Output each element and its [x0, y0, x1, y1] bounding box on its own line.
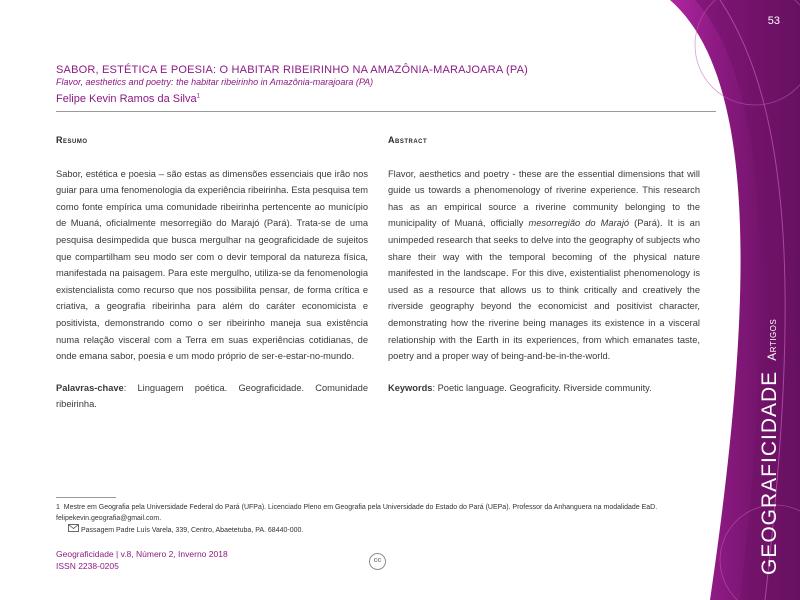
header-divider	[56, 111, 716, 112]
resumo-body: Sabor, estética e poesia – são estas as dimensões essenciais que irão nos guiar para uma fenomenologia da experiência ribeirinha. Esta pesquisa tem como fonte empírica uma comunidade ribeirinha pertencente ao município de Muaná, oficialmente mesorregião do Marajó (Pará). Trata-se de uma pesquisa desimpedida que busca mergulhar na geograficidade de sujeitos que compartilham seu modo ser com o devir temporal da natureza física, manifestada na paisagem. Para este mergulho, utiliza-se da fenomenologia existencialista como recurso que nos possibilita pensar, de forma crítica e criativa, a geografia ribeirinha para além do caráter economicista e positivista, demonstrando como o ser ribeirinho maneja sua existência numa relação visceral com a Terra em suas experiências cotidianas, de onde emana sabor, poesia e um modo próprio de ser-e-estar-no-mundo.	[56, 168, 368, 362]
abstract-body-italic: mesorregião do Marajó	[528, 218, 630, 229]
journal-name-vertical: GEOGRAFICIDADE	[758, 370, 781, 575]
abstract-keywords-text: : Poetic language. Geograficity. Riverside community.	[432, 382, 652, 393]
resumo-keywords-text: : Linguagem poética. Geograficidade. Comunidade ribeirinha.	[56, 382, 368, 410]
abstract-body-part1: Flavor, aesthetics and poetry - these are the essential dimensions that will guide us towards a phenomenology of riverine experience. This research has as an empirical source a riverine community belonging to the municipality of Muaná, officially	[388, 168, 700, 229]
footer-issn: ISSN 2238-0205	[56, 561, 119, 571]
article-title-pt: SABOR, ESTÉTICA E POESIA: O HABITAR RIBEIRINHO NA AMAZÔNIA-MARAJOARA (PA)	[56, 64, 529, 76]
footnote-divider	[56, 497, 116, 498]
footnote-text-line	[56, 503, 716, 524]
footnote-text: Mestre em Geografia pela Universidade Federal do Pará (UFPa). Licenciado Pleno em Geografia pela Universidade do Estado do Pará (UEPa). Professor da Anhanguera na modalidade EaD. felipekevin.geografia@gmail.com.	[56, 504, 658, 522]
sidebar-label	[758, 319, 782, 575]
footnote-number: 1	[56, 504, 60, 511]
footnote-address-line	[56, 524, 716, 537]
author-footnote-marker: 1	[196, 93, 200, 100]
resumo-keywords	[56, 380, 368, 413]
article-header	[56, 64, 656, 105]
abstract-column	[388, 132, 700, 396]
footer-journal: Geograficidade | v.8, Número 2, Inverno 2018	[56, 549, 228, 559]
footnote-address: Passagem Padre Luís Varela, 339, Centro, Abaetetuba, PA. 68440-000.	[81, 527, 304, 535]
section-name-vertical: Artigos	[765, 318, 779, 361]
creative-commons-icon: cc	[369, 553, 386, 570]
article-title-en: Flavor, aesthetics and poetry: the habitar ribeirinho in Amazônia-marajoara (PA)	[56, 77, 374, 87]
page-number: 53	[767, 15, 780, 27]
abstract-heading: Abstract	[388, 135, 428, 145]
resumo-column	[56, 132, 368, 413]
footnote	[56, 503, 716, 537]
mail-icon	[68, 524, 79, 537]
page-footer	[56, 548, 228, 572]
abstract-keywords-label: Keywords	[388, 382, 433, 393]
abstract-body	[388, 166, 700, 365]
article-author	[56, 93, 656, 105]
abstract-body-part2: (Pará). It is an unimpeded research that seeks to delve into the geography of subjects who share their way with the temporal becoming of the physical nature manifested in the landscape. For this dive, existentialist phenomenology is used as a resource that allows us to think critically and creatively the riverside geography beyond the economicist and positivist character, demonstrating how the riverine being manages its existence in a visceral relationship with the Earth in its experiences, from which emanates taste, poetry and a proper way of being-and-be-in-the-world.	[388, 218, 701, 362]
abstract-keywords	[388, 380, 700, 397]
resumo-keywords-label: Palavras-chave	[56, 382, 124, 393]
resumo-heading: Resumo	[56, 135, 88, 145]
author-name: Felipe Kevin Ramos da Silva	[56, 93, 197, 105]
